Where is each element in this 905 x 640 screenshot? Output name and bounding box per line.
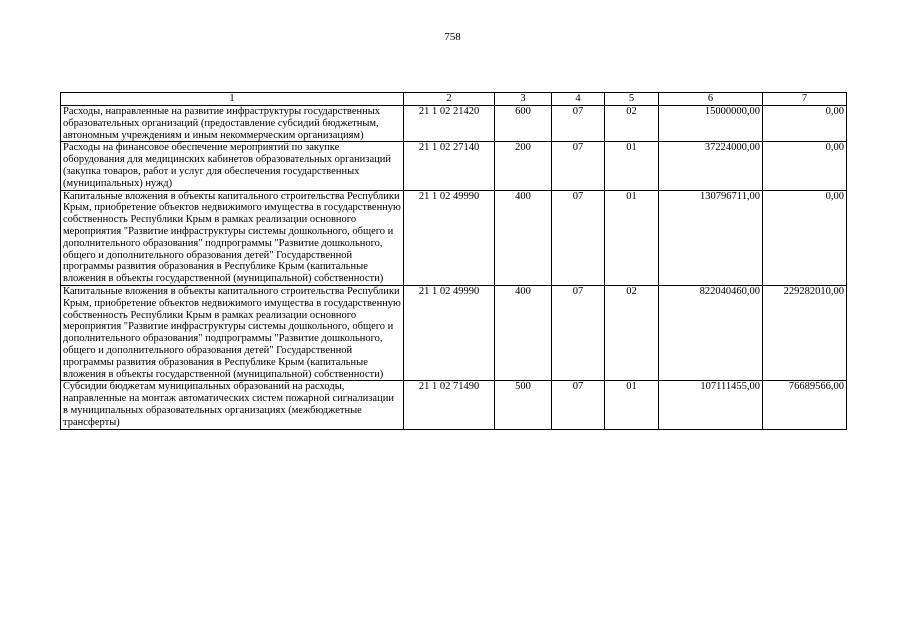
subsection-code: 01 xyxy=(605,142,659,190)
subsection-code: 01 xyxy=(605,190,659,285)
table-row xyxy=(61,190,847,285)
subsection-code: 01 xyxy=(605,381,659,429)
table-row xyxy=(61,381,847,429)
amount-col6: 822040460,00 xyxy=(659,285,763,380)
section-code: 07 xyxy=(552,142,605,190)
section-code: 07 xyxy=(552,285,605,380)
amount-col6: 107111455,00 xyxy=(659,381,763,429)
table-row xyxy=(61,106,847,142)
page-number: 758 xyxy=(444,31,461,43)
subsection-code: 02 xyxy=(605,106,659,142)
amount-col7: 76689566,00 xyxy=(763,381,847,429)
section-code: 07 xyxy=(552,190,605,285)
column-header: 6 xyxy=(659,93,763,106)
amount-col7: 0,00 xyxy=(763,190,847,285)
expense-type-code: 200 xyxy=(495,142,552,190)
table-row xyxy=(61,285,847,380)
amount-col6: 37224000,00 xyxy=(659,142,763,190)
row-description: Капитальные вложения в объекты капитального строительства Республики Крым, приобретение объектов недвижимого имущества в государственную собственность Республики Крым в рамках реализации основного мероприятия "Развитие инфраструктуры системы дошкольного, общего и дополнительного образования" подпрограммы "Развитие дошкольного, общего и дополнительного образования детей" Государственной программы развития образования в Республике Крым (капитальные вложения в объекты государственной (муниципальной) собственности) xyxy=(61,285,404,380)
expense-type-code: 500 xyxy=(495,381,552,429)
column-header: 7 xyxy=(763,93,847,106)
section-code: 07 xyxy=(552,381,605,429)
target-item-code: 21 1 02 49990 xyxy=(404,285,495,380)
budget-table xyxy=(60,92,847,430)
column-header: 5 xyxy=(605,93,659,106)
target-item-code: 21 1 02 71490 xyxy=(404,381,495,429)
subsection-code: 02 xyxy=(605,285,659,380)
expense-type-code: 400 xyxy=(495,190,552,285)
column-header: 3 xyxy=(495,93,552,106)
amount-col6: 15000000,00 xyxy=(659,106,763,142)
row-description: Расходы, направленные на развитие инфраструктуры государственных образовательных организаций (предоставление субсидий бюджетным, автономным учреждениям и иным некоммерческим организациям) xyxy=(61,106,404,142)
section-code: 07 xyxy=(552,106,605,142)
amount-col7: 229282010,00 xyxy=(763,285,847,380)
row-description: Капитальные вложения в объекты капитального строительства Республики Крым, приобретение объектов недвижимого имущества в государственную собственность Республики Крым в рамках реализации основного мероприятия "Развитие инфраструктуры системы дошкольного, общего и дополнительного образования" подпрограммы "Развитие дошкольного, общего и дополнительного образования детей" Государственной программы развития образования в Республике Крым (капитальные вложения в объекты государственной (муниципальной) собственности) xyxy=(61,190,404,285)
amount-col7: 0,00 xyxy=(763,106,847,142)
target-item-code: 21 1 02 21420 xyxy=(404,106,495,142)
target-item-code: 21 1 02 27140 xyxy=(404,142,495,190)
column-header: 4 xyxy=(552,93,605,106)
target-item-code: 21 1 02 49990 xyxy=(404,190,495,285)
expense-type-code: 600 xyxy=(495,106,552,142)
expense-type-code: 400 xyxy=(495,285,552,380)
table-row xyxy=(61,142,847,190)
header-row xyxy=(61,93,847,106)
column-header: 1 xyxy=(61,93,404,106)
amount-col7: 0,00 xyxy=(763,142,847,190)
row-description: Субсидии бюджетам муниципальных образований на расходы, направленные на монтаж автоматических систем пожарной сигнализации в муниципальных образовательных организациях (межбюджетные трансферты) xyxy=(61,381,404,429)
amount-col6: 130796711,00 xyxy=(659,190,763,285)
column-header: 2 xyxy=(404,93,495,106)
row-description: Расходы на финансовое обеспечение мероприятий по закупке оборудования для медицинских кабинетов образовательных организаций (закупка товаров, работ и услуг для обеспечения государственных (муниципальных) нужд) xyxy=(61,142,404,190)
